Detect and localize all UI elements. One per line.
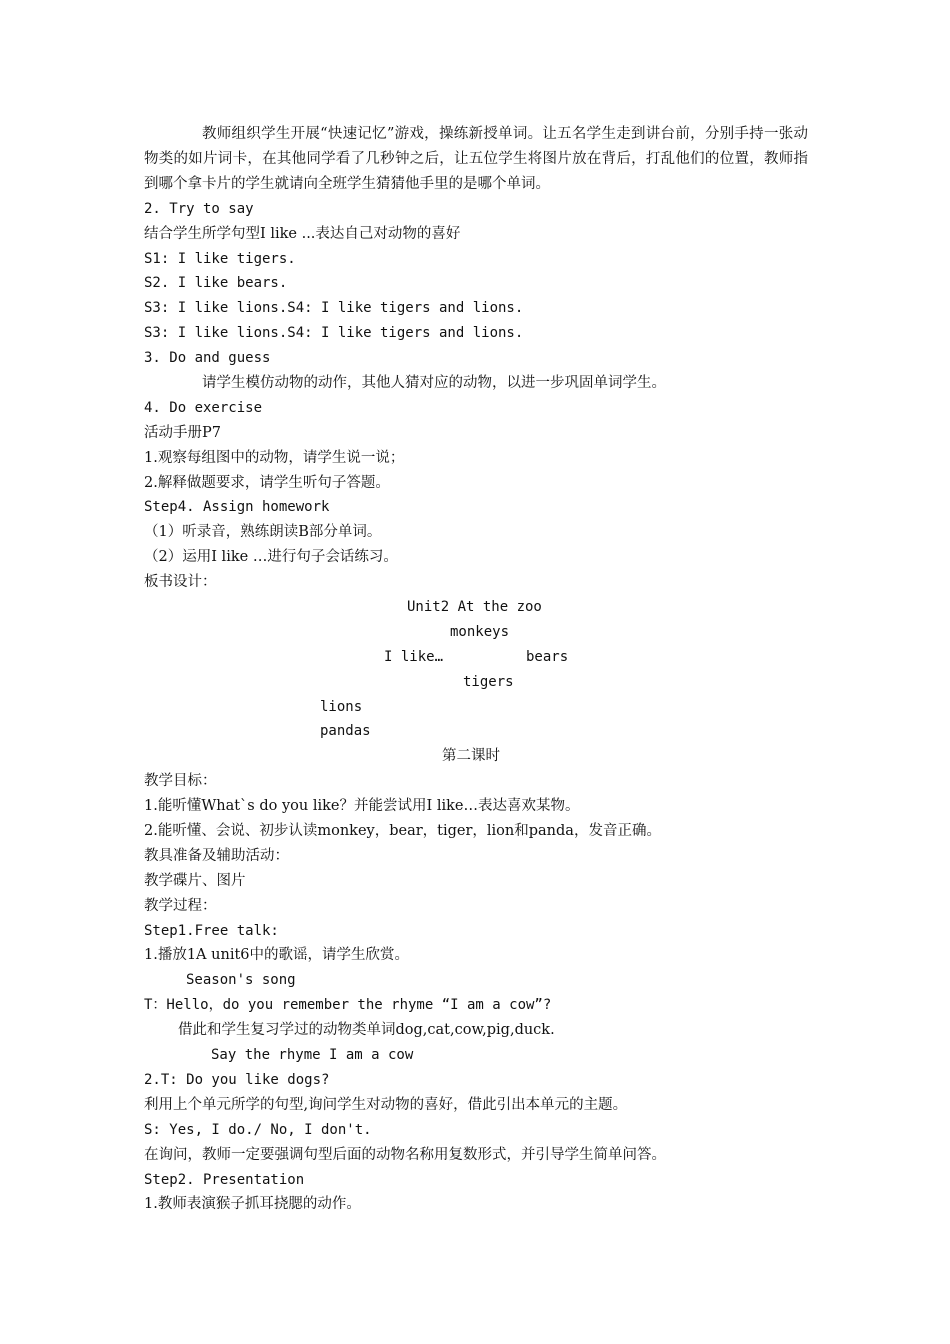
seasons-song-line: Season's song bbox=[186, 972, 296, 989]
board-word-pandas: pandas bbox=[320, 723, 371, 740]
prep-items: 教学碟片、图片 bbox=[144, 872, 246, 889]
prep-label: 教具准备及辅助活动： bbox=[144, 847, 289, 864]
dialogue-s2: S2. I like bears. bbox=[144, 275, 288, 292]
goals-label: 教学目标： bbox=[144, 773, 217, 790]
try-to-say-heading: 2. Try to say bbox=[144, 200, 254, 217]
do-and-guess-heading: 3. Do and guess bbox=[144, 350, 271, 367]
student-answer-line: S: Yes, I do./ No, I don't. bbox=[144, 1121, 372, 1138]
observe-line: 1.观察每组图中的动物，请学生说一说； bbox=[144, 449, 405, 466]
intro-paragraph: 教师组织学生开展“快速记忆”游戏，操练新授单词。让五名学生走到讲台前，分别手持一张动物类的如片词卡，在其他同学看了几秒钟之后，让五位学生将图片放在背后，打乱他们的位置，教师指到哪个拿卡片的学生就请向全班学生猜猜他手里的是哪个单词。 bbox=[144, 126, 808, 192]
teacher-hello-line: T：Hello，do you remember the rhyme “I am a cow”? bbox=[144, 997, 552, 1014]
homework-item-1: （1）听录音，熟练朗读B部分单词。 bbox=[144, 524, 382, 541]
dialogue-s3-b: S3: I like lions.S4: I like tigers and lions. bbox=[144, 325, 524, 342]
dialogue-s3-a: S3: I like lions.S4: I like tigers and lions. bbox=[144, 300, 524, 317]
board-design-label: 板书设计： bbox=[144, 574, 217, 591]
board-i-like: I like… bbox=[384, 648, 444, 665]
document-body bbox=[144, 122, 808, 1217]
play-song-line: 1.播放1A unit6中的歌谣，请学生欣赏。 bbox=[144, 947, 410, 964]
activity-book-line: 活动手册P7 bbox=[144, 424, 221, 441]
goal-2: 2.能听懂、会说、初步认读monkey，bear，tiger，lion和panda，发音正确。 bbox=[144, 823, 661, 840]
board-word-monkeys: monkeys bbox=[450, 623, 510, 640]
board-word-lions: lions bbox=[320, 698, 363, 715]
step1-heading: Step1.Free talk: bbox=[144, 922, 279, 939]
step4-heading: Step4. Assign homework bbox=[144, 499, 330, 516]
board-word-tigers: tigers bbox=[463, 673, 514, 690]
explain-line: 2.解释做题要求，请学生听句子答题。 bbox=[144, 474, 390, 491]
monkey-action-line: 1.教师表演猴子抓耳挠腮的动作。 bbox=[144, 1196, 361, 1213]
step2-heading: Step2. Presentation bbox=[144, 1171, 305, 1188]
review-words-line: 借此和学生复习学过的动物类单词dog,cat,cow,pig,duck. bbox=[178, 1022, 555, 1039]
t-like-dogs-line: 2.T: Do you like dogs? bbox=[144, 1071, 330, 1088]
lesson2-heading: 第二课时 bbox=[442, 748, 500, 765]
say-rhyme-line: Say the rhyme I am a cow bbox=[211, 1047, 414, 1064]
stress-plural-line: 在询问，教师一定要强调句型后面的动物名称用复数形式，并引导学生简单问答。 bbox=[144, 1146, 666, 1163]
board-word-bears: bears bbox=[526, 648, 569, 665]
goal-1: 1.能听懂What`s do you like？并能尝试用I like…表达喜欢某物。 bbox=[144, 798, 580, 815]
dialogue-s1: S1: I like tigers. bbox=[144, 250, 296, 267]
combine-line: 结合学生所学句型I like ...表达自己对动物的喜好 bbox=[144, 225, 461, 242]
homework-item-2: （2）运用I like …进行句子会话练习。 bbox=[144, 549, 398, 566]
do-exercise-heading: 4. Do exercise bbox=[144, 399, 263, 416]
use-pattern-line: 利用上个单元所学的句型,询问学生对动物的喜好，借此引出本单元的主题。 bbox=[144, 1096, 628, 1113]
board-design bbox=[144, 595, 808, 744]
imitate-line: 请学生模仿动物的动作，其他人猜对应的动物，以进一步巩固单词学生。 bbox=[202, 374, 666, 391]
process-label: 教学过程： bbox=[144, 897, 217, 914]
board-title: Unit2 At the zoo bbox=[407, 598, 542, 615]
